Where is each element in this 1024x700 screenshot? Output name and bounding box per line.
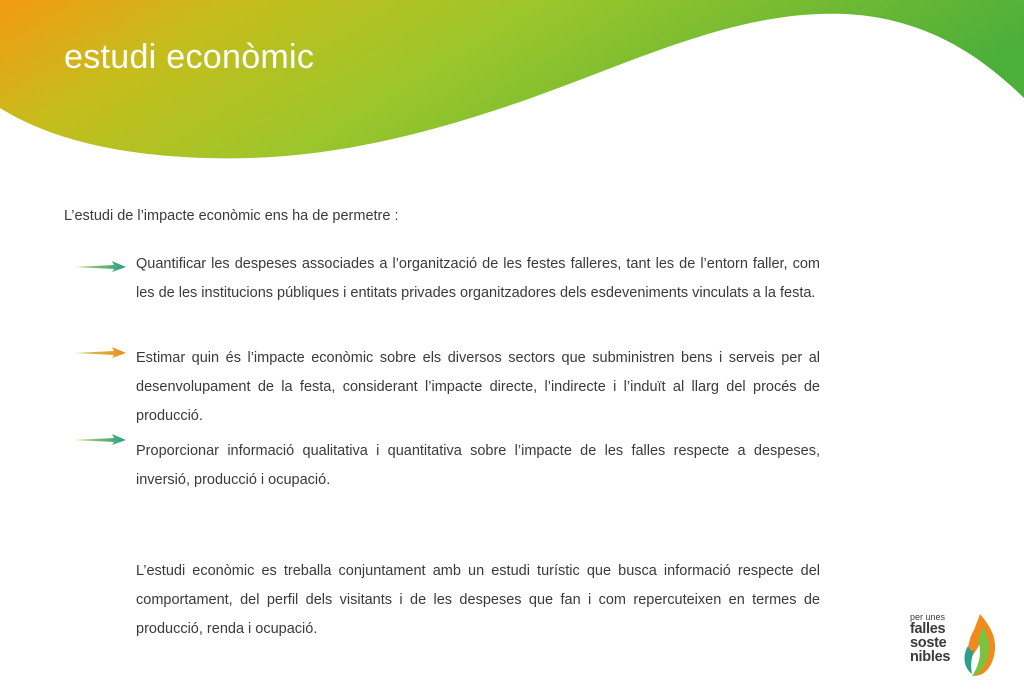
bullet-item-2: Estimar quin és l’impacte econòmic sobre els diversos sectors que subministren bens i serveis per al desenvolupament de la festa, considerant l’impacte directe, l’indirecte i l’induït al llarg del procés de producció. xyxy=(136,350,820,424)
falles-sostenibles-logo xyxy=(910,612,1000,680)
flame-icon xyxy=(960,612,1000,678)
intro-text: L’estudi de l’impacte econòmic ens ha de permetre : xyxy=(64,208,399,224)
closing-paragraph: L’estudi econòmic es treballa conjuntament amb un estudi turístic que busca informació respecte del comportament, del perfil dels visitants i de les despeses que fan i com repercuteixen en termes de producció, renda i ocupació. xyxy=(136,563,820,637)
logo-line-3: soste xyxy=(910,635,947,651)
bullet-item-1: Quantificar les despeses associades a l’organització de les festes falleres, tant les de l’entorn faller, com les de les institucions públiques i entitats privades organitzadores dels esdeveniments vinculats a la festa. xyxy=(136,256,820,301)
bullet-item-3: Proporcionar informació qualitativa i quantitativa sobre l’impacte de les falles respecte a despeses, inversió, producció i ocupació. xyxy=(136,443,820,488)
header-band xyxy=(0,0,1024,170)
arrow-icon xyxy=(74,347,126,359)
logo-line-2: falles xyxy=(910,621,946,637)
arrow-icon xyxy=(74,434,126,446)
logo-line-4: nibles xyxy=(910,649,951,665)
page-title: estudi econòmic xyxy=(64,38,315,76)
arrow-icon xyxy=(74,261,126,273)
logo-line-1: per unes xyxy=(910,612,946,622)
logo-text xyxy=(910,612,950,664)
